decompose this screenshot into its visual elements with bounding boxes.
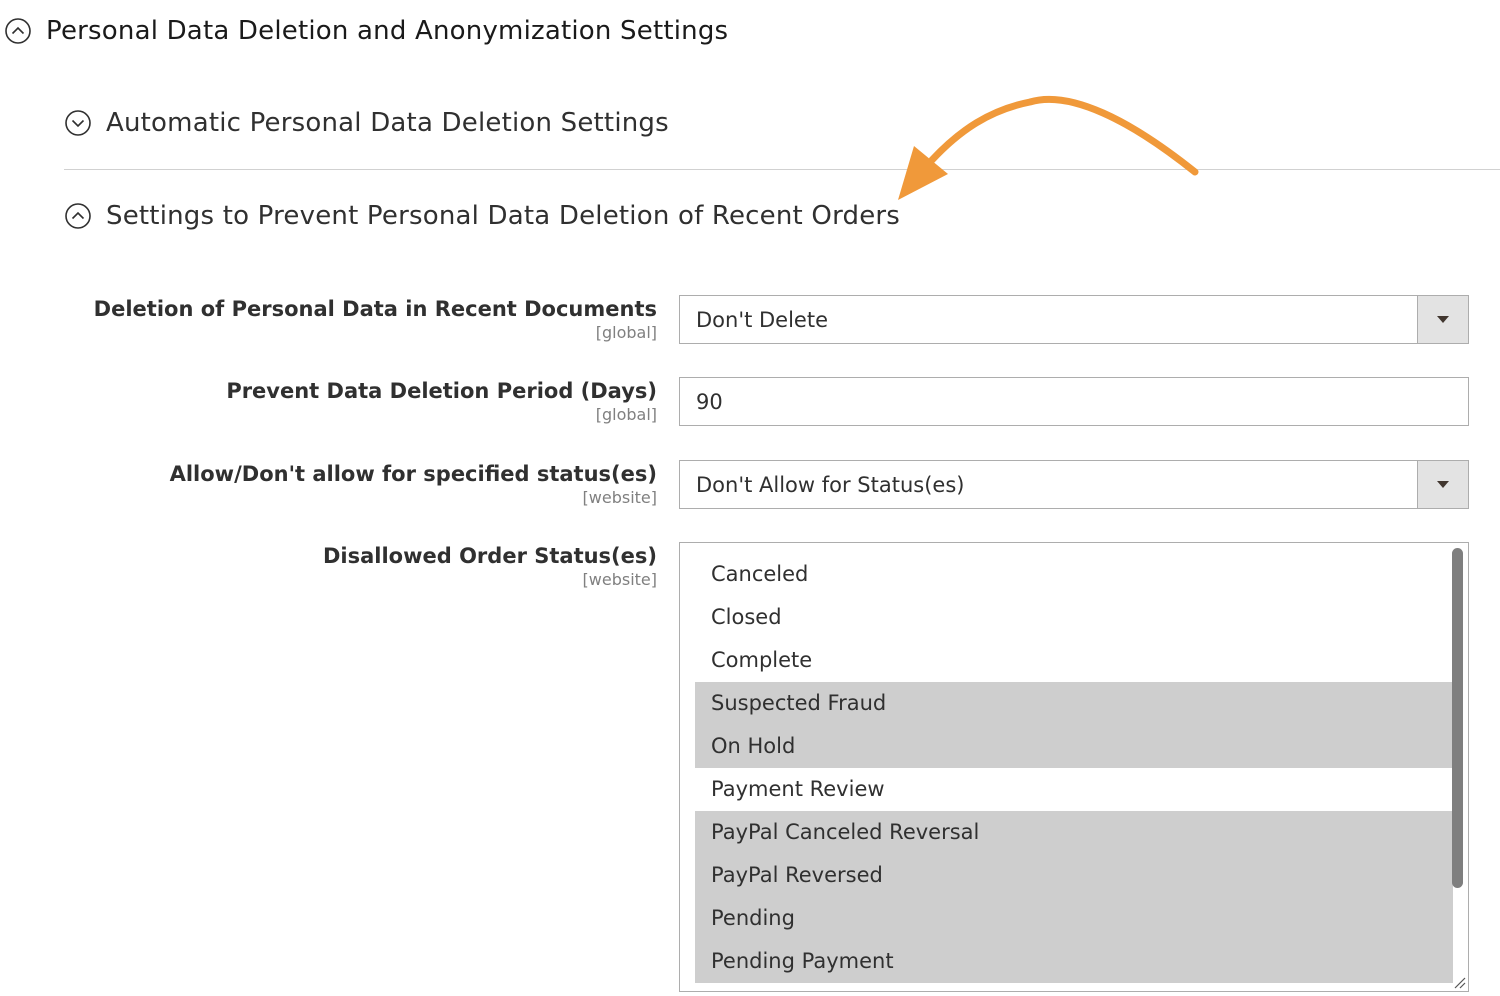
section-personal-data-deletion[interactable] [4,16,728,46]
scope-label: [website] [582,488,657,507]
section-automatic-deletion[interactable] [64,108,669,138]
field-label: Disallowed Order Status(es) [322,544,657,568]
deletion-recent-docs-select[interactable] [679,295,1469,344]
field-label-disallowed-statuses [323,544,657,589]
select-value: Don't Delete [696,307,829,332]
scope-label: [website] [582,570,657,589]
status-option[interactable]: Suspected Fraud [695,682,1453,725]
status-option[interactable]: Pending Payment [695,940,1453,983]
section-prevent-deletion[interactable] [64,201,900,231]
status-option[interactable]: Pending [695,897,1453,940]
prevent-period-input[interactable] [679,377,1469,426]
status-option[interactable]: PayPal Reversed [695,854,1453,897]
status-option[interactable]: Complete [711,648,813,672]
chevron-up-circle-icon[interactable] [4,17,32,45]
status-option[interactable]: On Hold [695,725,1453,768]
chevron-down-circle-icon[interactable] [64,109,92,137]
field-label: Prevent Data Deletion Period (Days) [226,379,657,403]
dropdown-arrow-icon[interactable] [1417,296,1468,343]
allow-status-select[interactable] [679,460,1469,509]
section-title[interactable]: Automatic Personal Data Deletion Settings [106,108,669,138]
dropdown-arrow-icon[interactable] [1417,461,1468,508]
field-label: Allow/Don't allow for specified status(es) [169,462,657,486]
status-option[interactable]: PayPal Canceled Reversal [695,811,1453,854]
field-label-prevent-period [226,379,657,424]
section-title[interactable]: Settings to Prevent Personal Data Deletion of Recent Orders [106,201,901,231]
chevron-up-circle-icon[interactable] [64,202,92,230]
scope-label: [global] [595,323,657,342]
status-option[interactable]: Canceled [711,562,809,586]
curved-arrow-icon [880,90,1210,210]
scope-label: [global] [595,405,657,424]
section-divider [64,169,1500,170]
disallowed-statuses-multiselect[interactable] [679,542,1469,992]
section-title[interactable]: Personal Data Deletion and Anonymization Settings [46,16,729,46]
option-list [695,553,1453,983]
field-label-allow-status [170,462,657,507]
field-label-deletion-recent-docs [94,297,657,342]
field-label: Deletion of Personal Data in Recent Documents [93,297,657,321]
select-value: Don't Allow for Status(es) [696,472,965,497]
scrollbar-thumb[interactable] [1452,548,1463,888]
input-value[interactable]: 90 [696,389,723,414]
status-option[interactable]: Payment Review [711,777,885,801]
resize-handle-icon[interactable] [1452,975,1466,989]
status-option[interactable]: Closed [711,605,782,629]
